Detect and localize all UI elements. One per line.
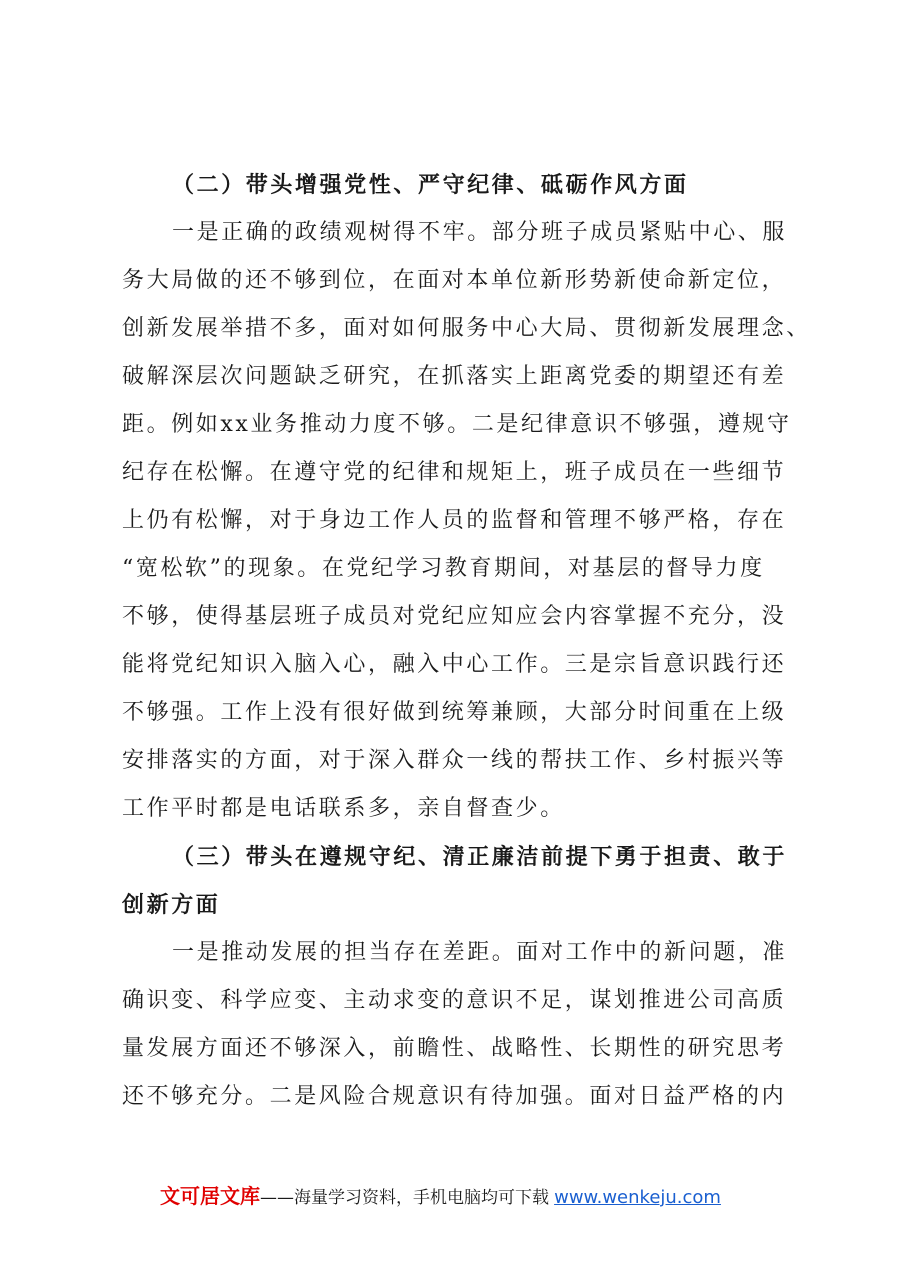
section-heading-2: （二）带头增强党性、严守纪律、砥砺作风方面 [172, 172, 689, 198]
paragraph-line: 破解深层次问题缺乏研究，在抓落实上距离党委的期望还有差 [122, 364, 787, 389]
footer-brand: 文可居文库 [160, 1184, 260, 1208]
paragraph-line: 能将党纪知识入脑入心，融入中心工作。三是宗旨意识践行还 [122, 652, 787, 677]
footer-link[interactable]: www.wenkeju.com [554, 1187, 721, 1208]
section-heading-3-cont: 创新方面 [122, 892, 221, 918]
paragraph-line: 务大局做的还不够到位，在面对本单位新形势新使命新定位， [122, 268, 787, 293]
paragraph-line: 不够，使得基层班子成员对党纪应知应会内容掌握不充分，没 [122, 604, 787, 629]
paragraph-line: 一是推动发展的担当存在差距。面对工作中的新问题，准 [172, 940, 788, 965]
section-heading-3: （三）带头在遵规守纪、清正廉洁前提下勇于担责、敢于 [172, 844, 788, 870]
paragraph-line: 一是正确的政绩观树得不牢。部分班子成员紧贴中心、服 [172, 220, 788, 245]
paragraph-line: 工作平时都是电话联系多，亲自督查少。 [122, 796, 565, 821]
paragraph-line: 安排落实的方面，对于深入群众一线的帮扶工作、乡村振兴等 [122, 748, 787, 773]
paragraph-line: 距。例如xx业务推动力度不够。二是纪律意识不够强，遵规守 [122, 412, 792, 437]
footer-banner [160, 1180, 780, 1214]
paragraph-line: 确识变、科学应变、主动求变的意识不足，谋划推进公司高质 [122, 988, 787, 1013]
paragraph-line: 纪存在松懈。在遵守党的纪律和规矩上，班子成员在一些细节 [122, 460, 787, 485]
paragraph-line: 还不够充分。二是风险合规意识有待加强。面对日益严格的内 [122, 1084, 787, 1109]
paragraph-line: 上仍有松懈，对于身边工作人员的监督和管理不够严格，存在 [122, 508, 787, 533]
paragraph-line: 创新发展举措不多，面对如何服务中心大局、贯彻新发展理念、 [122, 316, 811, 341]
paragraph-line: 不够强。工作上没有很好做到统筹兼顾，大部分时间重在上级 [122, 700, 787, 725]
paragraph-line: “宽松软”的现象。在党纪学习教育期间，对基层的督导力度 [122, 556, 765, 581]
footer-text: 海量学习资料，手机电脑均可下载 [294, 1188, 549, 1208]
paragraph-line: 量发展方面还不够深入，前瞻性、战略性、长期性的研究思考 [122, 1036, 787, 1061]
footer-dash: —— [260, 1188, 294, 1208]
